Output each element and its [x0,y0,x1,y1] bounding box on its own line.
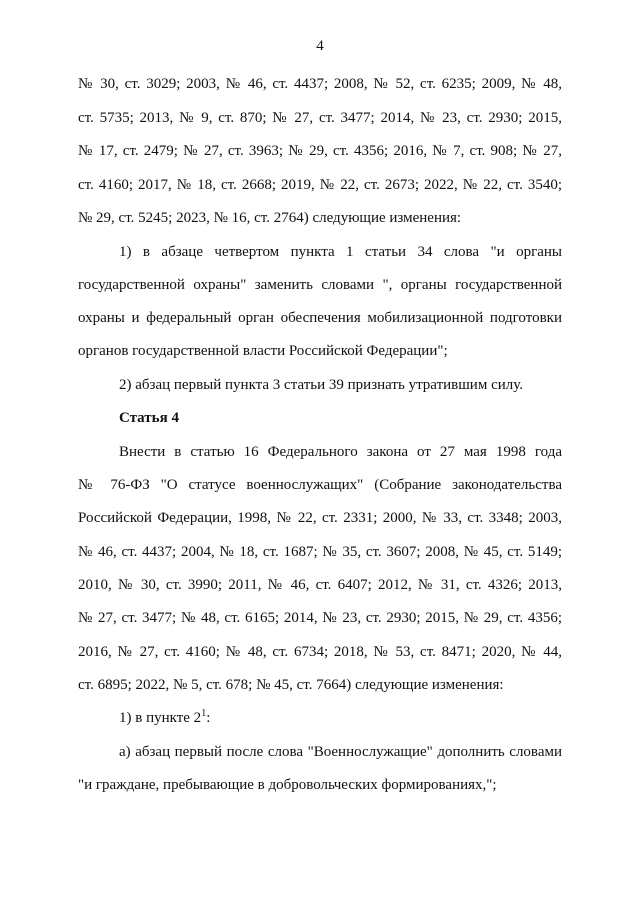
text-line: № 29, ст. 5245; 2023, № 16, ст. 2764) следующие изменения: [78,210,462,226]
text-line: ст. 6895; 2022, № 5, ст. 678; № 45, ст. 7664) следующие изменения: [78,677,504,693]
text-line: № 46, ст. 4437; 2004, № 18, ст. 1687; № 35, ст. 3607; 2008, № 45, ст. 5149; [78,544,562,560]
text-line: № 27, ст. 3477; № 48, ст. 6165; 2014, № 23, ст. 2930; 2015, № 29, ст. 4356; [78,610,562,626]
text-line: а) абзац первый после слова "Военнослужащие" дополнить словами [119,744,562,760]
text-line: ст. 4160; 2017, № 18, ст. 2668; 2019, № 22, ст. 2673; 2022, № 22, ст. 3540; [78,177,562,193]
text-line: 2) абзац первый пункта 3 статьи 39 признать утратившим силу. [119,377,523,393]
text-line: ст. 5735; 2013, № 9, ст. 870; № 27, ст. 3477; 2014, № 23, ст. 2930; 2015, [78,110,562,126]
text-line: органов государственной власти Российской Федерации"; [78,343,448,359]
text-line: 2016, № 27, ст. 4160; № 48, ст. 6734; 2018, № 53, ст. 8471; 2020, № 44, [78,644,562,660]
text-line [119,709,562,727]
text-line: 1) в абзаце четвертом пункта 1 статьи 34 слова "и органы [119,244,562,260]
page-number: 4 [316,38,324,54]
text-line: "и граждане, пребывающие в добровольческих формированиях,"; [78,777,497,793]
article-heading: Статья 4 [119,410,179,426]
text-line: № 76-ФЗ "О статусе военнослужащих" (Собрание законодательства [78,477,562,493]
superscript: 1 [201,708,207,719]
text-line: № 30, ст. 3029; 2003, № 46, ст. 4437; 2008, № 52, ст. 6235; 2009, № 48, [78,76,562,92]
text-line: Российской Федерации, 1998, № 22, ст. 2331; 2000, № 33, ст. 3348; 2003, [78,510,562,526]
text-line: государственной охраны" заменить словами ", органы государственной [78,277,562,293]
text-line: 2010, № 30, ст. 3990; 2011, № 46, ст. 6407; 2012, № 31, ст. 4326; 2013, [78,577,562,593]
text-line: № 17, ст. 2479; № 27, ст. 3963; № 29, ст. 4356; 2016, № 7, ст. 908; № 27, [78,143,562,159]
text-line: охраны и федеральный орган обеспечения мобилизационной подготовки [78,310,562,326]
line-text-after: : [206,710,211,726]
text-line: Внести в статью 16 Федерального закона от 27 мая 1998 года [119,444,562,460]
line-text: 1) в пункте 2 [119,710,202,726]
